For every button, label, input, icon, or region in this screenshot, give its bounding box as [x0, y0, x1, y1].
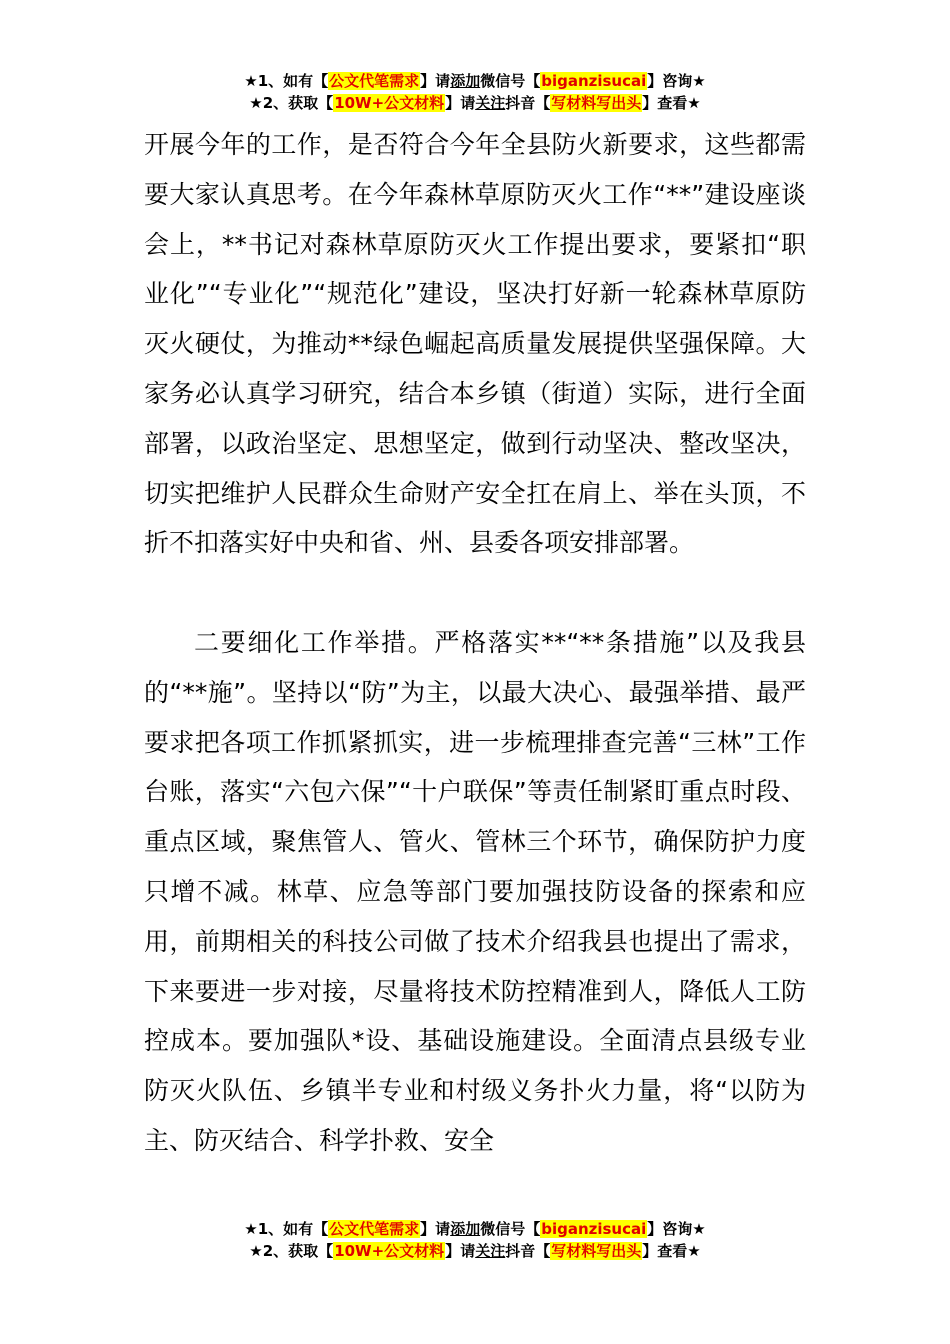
banner-text: 】查看★ [642, 94, 701, 112]
banner-line-1 [0, 70, 950, 92]
banner-text: 】咨询★ [647, 72, 706, 90]
banner-text: 】请 [445, 94, 476, 112]
banner-highlight: 公文代笔需求 [329, 1220, 420, 1238]
banner-text: 抖音【 [505, 1242, 551, 1260]
banner-highlight: 10W+公文材料 [334, 94, 445, 112]
banner-line-1 [0, 1218, 950, 1240]
banner-highlight: biganzisucai [541, 72, 647, 90]
banner-emphasis: 添加 [450, 72, 481, 90]
banner-text: 】请 [420, 72, 451, 90]
banner-text: 】请 [445, 1242, 476, 1260]
banner-highlight: 10W+公文材料 [334, 1242, 445, 1260]
banner-text: ★2、获取【 [249, 1242, 334, 1260]
banner-text: ★1、如有【 [244, 72, 329, 90]
document-body [144, 120, 806, 1166]
banner-highlight: 写材料写出头 [551, 94, 642, 112]
banner-highlight: 写材料写出头 [551, 1242, 642, 1260]
banner-text: 微信号【 [480, 1220, 541, 1238]
banner-emphasis: 关注 [475, 1242, 506, 1260]
banner-text: 】查看★ [642, 1242, 701, 1260]
banner-emphasis: 添加 [450, 1220, 481, 1238]
banner-emphasis: 关注 [475, 94, 506, 112]
footer-banner [0, 1218, 950, 1262]
banner-text: 】咨询★ [647, 1220, 706, 1238]
banner-text: 】请 [420, 1220, 451, 1238]
banner-text: ★1、如有【 [244, 1220, 329, 1238]
banner-highlight: 公文代笔需求 [329, 72, 420, 90]
paragraph-1: 开展今年的工作，是否符合今年全县防火新要求，这些都需要大家认真思考。在今年森林草原防灭火工作“**”建设座谈会上，**书记对森林草原防灭火工作提出要求，要紧扣“职业化”“专业化”“规范化”建设，坚决打好新一轮森林草原防灭火硬仗，为推动**绿色崛起高质量发展提供坚强保障。大家务必认真学习研究，结合本乡镇（街道）实际，进行全面部署，以政治坚定、思想坚定，做到行动坚决、整改坚决，切实把维护人民群众生命财产安全扛在肩上、举在头顶，不折不扣落实好中央和省、州、县委各项安排部署。 [144, 130, 806, 558]
banner-text: 微信号【 [480, 72, 541, 90]
banner-line-2 [0, 92, 950, 114]
banner-text: 抖音【 [505, 94, 551, 112]
banner-text: ★2、获取【 [249, 94, 334, 112]
paragraph-2: 二要细化工作举措。严格落实**“**条措施”以及我县的“**施”。坚持以“防”为主，以最大决心、最强举措、最严要求把各项工作抓紧抓实，进一步梳理排查完善“三林”工作台账，落实“六包六保”“十户联保”等责任制紧盯重点时段、重点区域，聚焦管人、管火、管林三个环节，确保防护力度只增不减。林草、应急等部门要加强技防设备的探索和应用，前期相关的科技公司做了技术介绍我县也提出了需求，下来要进一步对接，尽量将技术防控精准到人，降低人工防控成本。要加强队*设、基础设施建设。全面清点县级专业防灭火队伍、乡镇半专业和村级义务扑火力量，将“以防为主、防灭结合、科学扑救、安全 [144, 627, 806, 1155]
banner-highlight: biganzisucai [541, 1220, 647, 1238]
banner-line-2 [0, 1240, 950, 1262]
header-banner [0, 70, 950, 114]
